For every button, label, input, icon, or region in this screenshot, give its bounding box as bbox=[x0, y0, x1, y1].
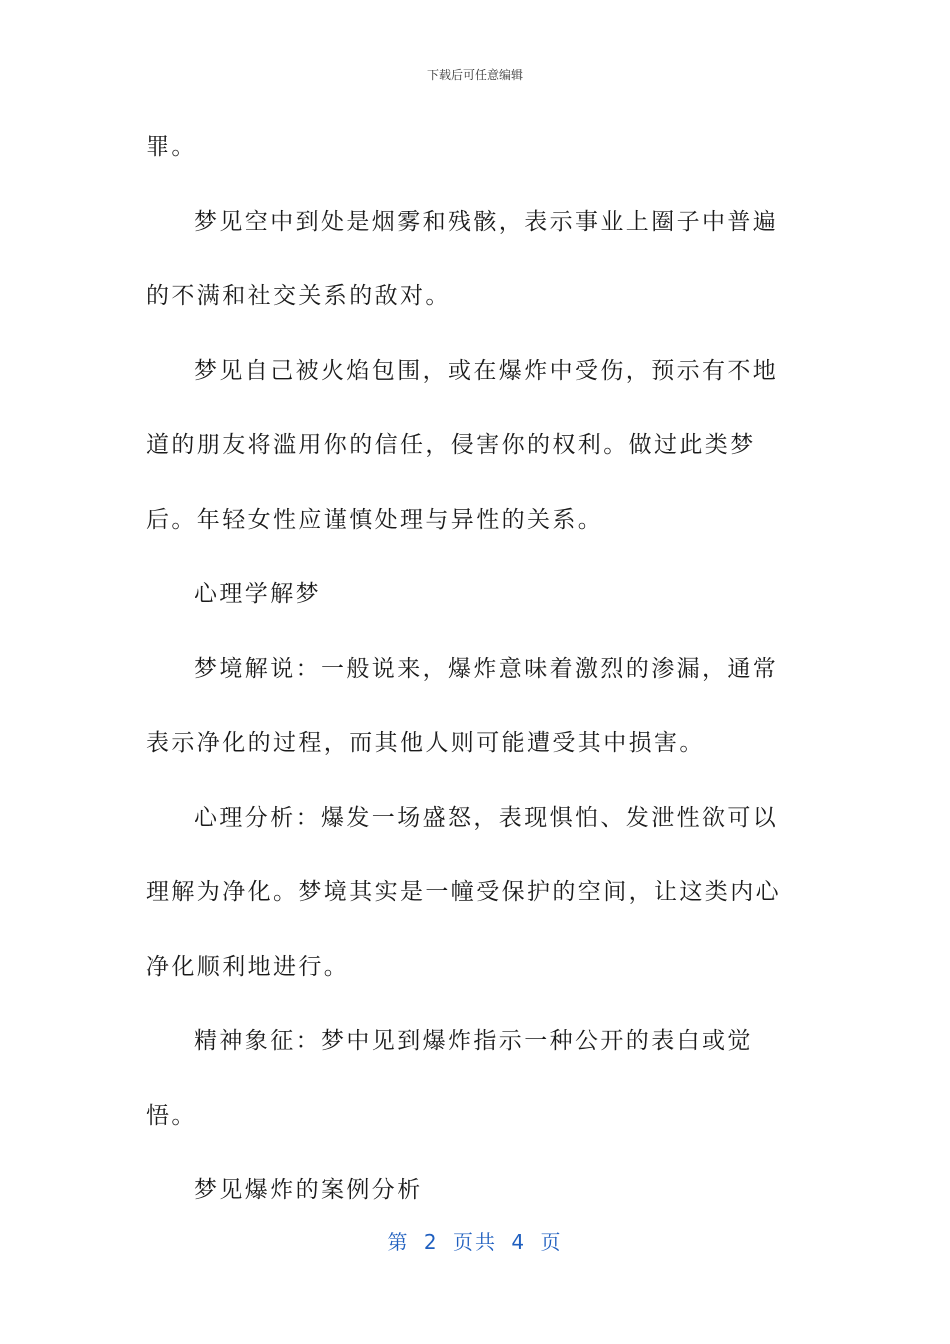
footer-prefix: 第 bbox=[387, 1230, 410, 1254]
paragraph-spiritual-symbol: 精神象征：梦中见到爆炸指示一种公开的表白或觉悟。 bbox=[146, 1028, 753, 1129]
paragraph-2: 梦见空中到处是烟雾和残骸，表示事业上圈子中普遍的不满和社交关系的敌对。 bbox=[146, 208, 779, 309]
page-header: 下载后可任意编辑 bbox=[426, 68, 523, 82]
footer-total-pages: 4 bbox=[511, 1230, 527, 1254]
paragraph-dream-explanation: 梦境解说：一般说来，爆炸意味着激烈的渗漏，通常表示净化的过程，而其他人则可能遭受其中损害。 bbox=[146, 655, 779, 756]
paragraph-psych-analysis: 心理分析：爆发一场盛怒，表现惧怕、发泄性欲可以理解为净化。梦境其实是一幢受保护的空间，让这类内心净化顺利地进行。 bbox=[146, 804, 781, 980]
footer-middle: 页共 bbox=[453, 1230, 497, 1254]
section-heading-psychology: 心理学解梦 bbox=[194, 581, 321, 607]
footer-suffix: 页 bbox=[540, 1230, 563, 1254]
footer-current-page: 2 bbox=[423, 1230, 439, 1254]
paragraph-3: 梦见自己被火焰包围，或在爆炸中受伤，预示有不地道的朋友将滥用你的信任，侵害你的权利。做过此类梦后。年轻女性应谨慎处理与异性的关系。 bbox=[146, 357, 779, 533]
section-heading-case-analysis: 梦见爆炸的案例分析 bbox=[194, 1177, 423, 1203]
paragraph-1: 罪。 bbox=[146, 134, 197, 160]
document-body bbox=[146, 110, 796, 1228]
page-number-footer bbox=[0, 1226, 950, 1255]
